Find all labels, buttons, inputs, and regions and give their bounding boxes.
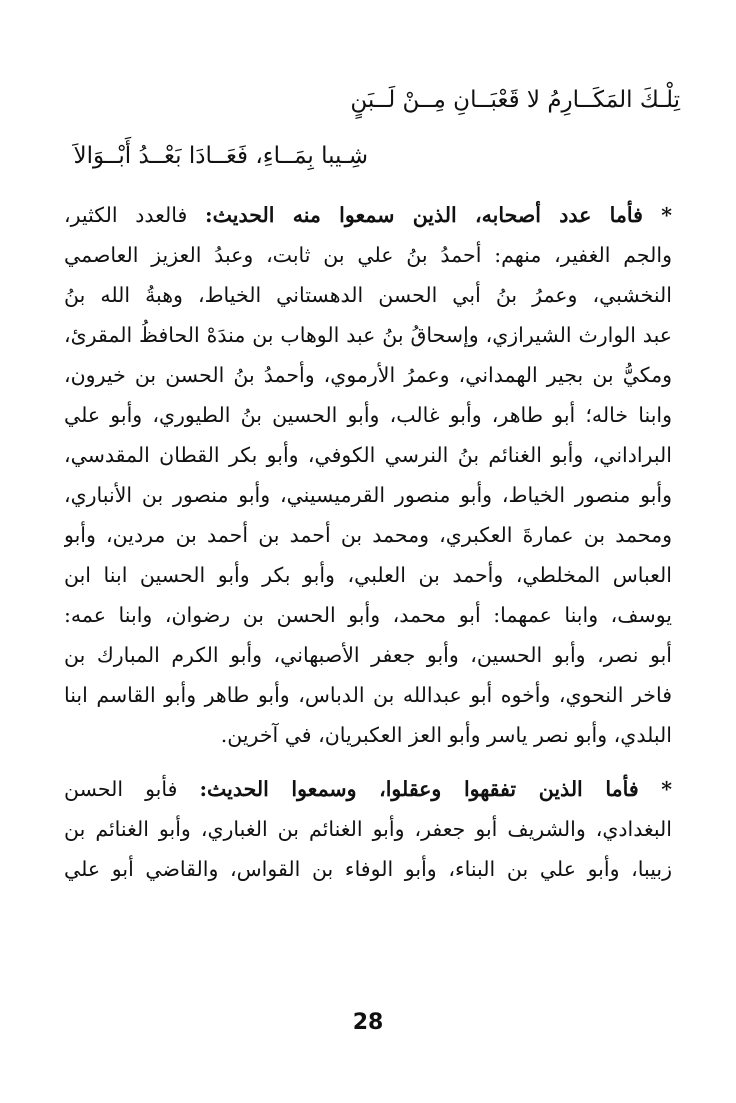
paragraph-1-line-13: فاخر النحوي، وأخوه أبو عبدالله بن الدباس، وأبو طاهر وأبو القاسم ابنا xyxy=(64,683,672,707)
paragraph-1-line-9: ومحمد بن عمارةَ العكبري، ومحمد بن أحمد بن أحمد بن مردين، وأبو xyxy=(64,523,672,547)
paragraph-2-heading: * فأما الذين تفقهوا وعقلوا، وسمعوا الحديث: xyxy=(199,777,672,801)
paragraph-1-line-4: عبد الوارث الشيرازي، وإسحاقُ بنُ عبد الوهاب بن مندَهْ الحافظُ المقرئ، xyxy=(64,323,672,347)
paragraph-1-line-1 xyxy=(64,195,672,235)
poem-verse-second: شِـيبا بِمَــاءِ، فَعَــادَا بَعْــدُ أَبْــوَالاَ xyxy=(73,143,368,169)
paragraph-1-line-11: يوسف، وابنا عمهما: أبو محمد، وأبو الحسن بن رضوان، وابنا عمه: xyxy=(64,603,672,627)
paragraph-1-line-14: البلدي، وأبو نصر ياسر وأبو العز العكبريان، في آخرين. xyxy=(220,723,672,747)
paragraph-1-line-12: أبو نصر، وأبو الحسين، وأبو جعفر الأصبهاني، وأبو الكرم المبارك بن xyxy=(64,643,672,667)
paragraph-1-line-1-rest: فالعدد الكثير، xyxy=(64,203,188,227)
paragraph-1-line-2: والجم الغفير، منهم: أحمدُ بنُ علي بن ثابت، وعبدُ العزيز العاصمي xyxy=(64,243,672,267)
paragraph-1-heading: * فأما عدد أصحابه، الذين سمعوا منه الحديث: xyxy=(205,203,672,227)
paragraph-1-line-6: وابنا خاله؛ أبو طاهر، وأبو غالب، وأبو الحسين بنُ الطيوري، وأبو علي xyxy=(64,403,672,427)
paragraph-2-line-3: زبيبا، وأبو علي بن البناء، وأبو الوفاء بن القواس، والقاضي أبو علي xyxy=(64,857,672,881)
paragraph-1-line-8: وأبو منصور الخياط، وأبو منصور القرميسيني، وأبو منصور بن الأنباري، xyxy=(64,483,672,507)
paragraph-1-line-5: ومكيُّ بن بجير الهمداني، وعمرُ الأرموي، وأحمدُ بنُ الحسن بن خيرون، xyxy=(64,363,672,387)
paragraph-1-line-10: العباس المخلطي، وأحمد بن العلبي، وأبو بكر وأبو الحسين ابنا ابن xyxy=(64,563,672,587)
page-number: 28 xyxy=(352,1010,384,1035)
paragraph-2-line-2: البغدادي، والشريف أبو جعفر، وأبو الغنائم بن الغباري، وأبو الغنائم بن xyxy=(64,817,672,841)
paragraph-1-line-3: النخشبي، وعمرُ بنُ أبي الحسن الدهستاني الخياط، وهبةُ الله بنُ xyxy=(64,283,672,307)
poem-verse-first: تِلْـكَ المَكَــارِمُ لا قَعْبَــانِ مِــنْ لَــبَنٍ xyxy=(350,87,680,113)
paragraph-2-line-1 xyxy=(64,769,672,809)
main-text xyxy=(64,195,672,889)
paragraph-2-line-1-rest: فأبو الحسن xyxy=(64,777,178,801)
paragraph-1-line-7: البراداني، وأبو الغنائم بنُ النرسي الكوفي، وأبو بكر القطان المقدسي، xyxy=(64,443,672,467)
